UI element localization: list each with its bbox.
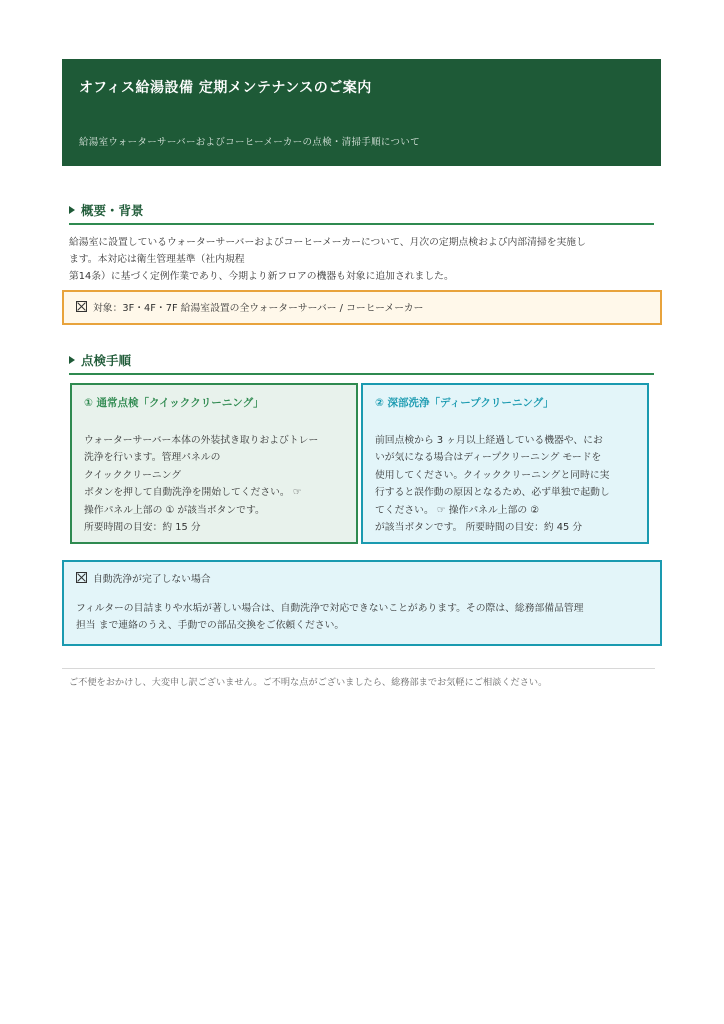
card-line: 行すると誤作動の原因となるため、必ず単独で起動し: [375, 487, 610, 498]
notice-line: 担当 まで連絡のうえ、手動での部品交換をご依頼ください。: [76, 620, 345, 631]
overview-line: 給湯室に設置しているウォーターサーバーおよびコーヒーメーカーについて、月次の定期点検および内部清掃を実施し: [69, 237, 586, 248]
troubleshooting-notice: [62, 560, 662, 646]
quick-cleaning-card: [70, 383, 358, 544]
notice-title: 自動洗浄が完了しない場合: [93, 574, 211, 585]
section-heading-procedure-label: 点検手順: [81, 353, 132, 368]
notice-title-row: [76, 571, 648, 589]
notice-line: フィルターの目詰まりや水垢が著しい場合は、自動洗浄で対応できないことがあります。その際は、総務部備品管理: [76, 602, 584, 614]
card-line: ウォーターサーバー本体の外装拭き取りおよびトレー: [84, 434, 319, 446]
card-line: 前回点検から 3 ヶ月以上経過している機器や、にお: [375, 434, 603, 446]
triangle-bullet-icon: [69, 206, 75, 214]
overview-paragraph: [69, 234, 659, 285]
card-line: いが気になる場合はディープクリーニング モードを: [375, 452, 602, 463]
footer-divider: [62, 668, 655, 669]
footer-text: ご不便をおかけし、大変申し訳ございません。ご不明な点がございましたら、総務部までお気軽にご相談ください。: [69, 677, 548, 688]
deep-cleaning-card: [361, 383, 649, 544]
header-banner: [62, 59, 661, 166]
deep-cleaning-title: ② 深部洗浄「ディープクリーニング」: [375, 397, 554, 409]
triangle-bullet-icon: [69, 356, 75, 364]
page-title: オフィス給湯設備 定期メンテナンスのご案内: [79, 80, 372, 96]
deep-cleaning-body: [375, 432, 635, 537]
card-line: が該当ボタンです。 所要時間の目安：約 45 分: [375, 522, 583, 533]
card-line: てください。 ☞ 操作パネル上部の ②: [375, 504, 540, 516]
page-subtitle: 給湯室ウォーターサーバーおよびコーヒーメーカーの点検・清掃手順について: [79, 137, 420, 148]
card-line: 洗浄を行います。管理パネルの: [84, 452, 221, 463]
quick-cleaning-title: ① 通常点検「クイッククリーニング」: [84, 397, 264, 409]
section-heading-overview-label: 概要・背景: [81, 203, 144, 218]
quick-cleaning-body: [84, 432, 344, 537]
target-text: 対象：3F・4F・7F 給湯室設置の全ウォーターサーバー / コーヒーメーカー: [93, 303, 424, 314]
target-callout: [62, 290, 662, 325]
section-heading-overview: [69, 201, 654, 225]
card-line: 操作パネル上部の ① が該当ボタンです。: [84, 504, 265, 516]
overview-line: 第14条）に基づく定例作業であり、今期より新フロアの機器も対象に追加されました。: [69, 271, 454, 282]
section-heading-procedure: [69, 351, 654, 375]
card-line: クイッククリーニング: [84, 469, 182, 481]
card-line: 使用してください。クイッククリーニングと同時に実: [375, 469, 610, 481]
checkbox-x-icon: [76, 572, 87, 583]
card-line: ボタンを押して自動洗浄を開始してください。 ☞: [84, 487, 302, 498]
card-line: 所要時間の目安：約 15 分: [84, 522, 201, 533]
overview-line: ます。本対応は衛生管理基準（社内規程: [69, 254, 245, 265]
checkbox-x-icon: [76, 301, 87, 312]
